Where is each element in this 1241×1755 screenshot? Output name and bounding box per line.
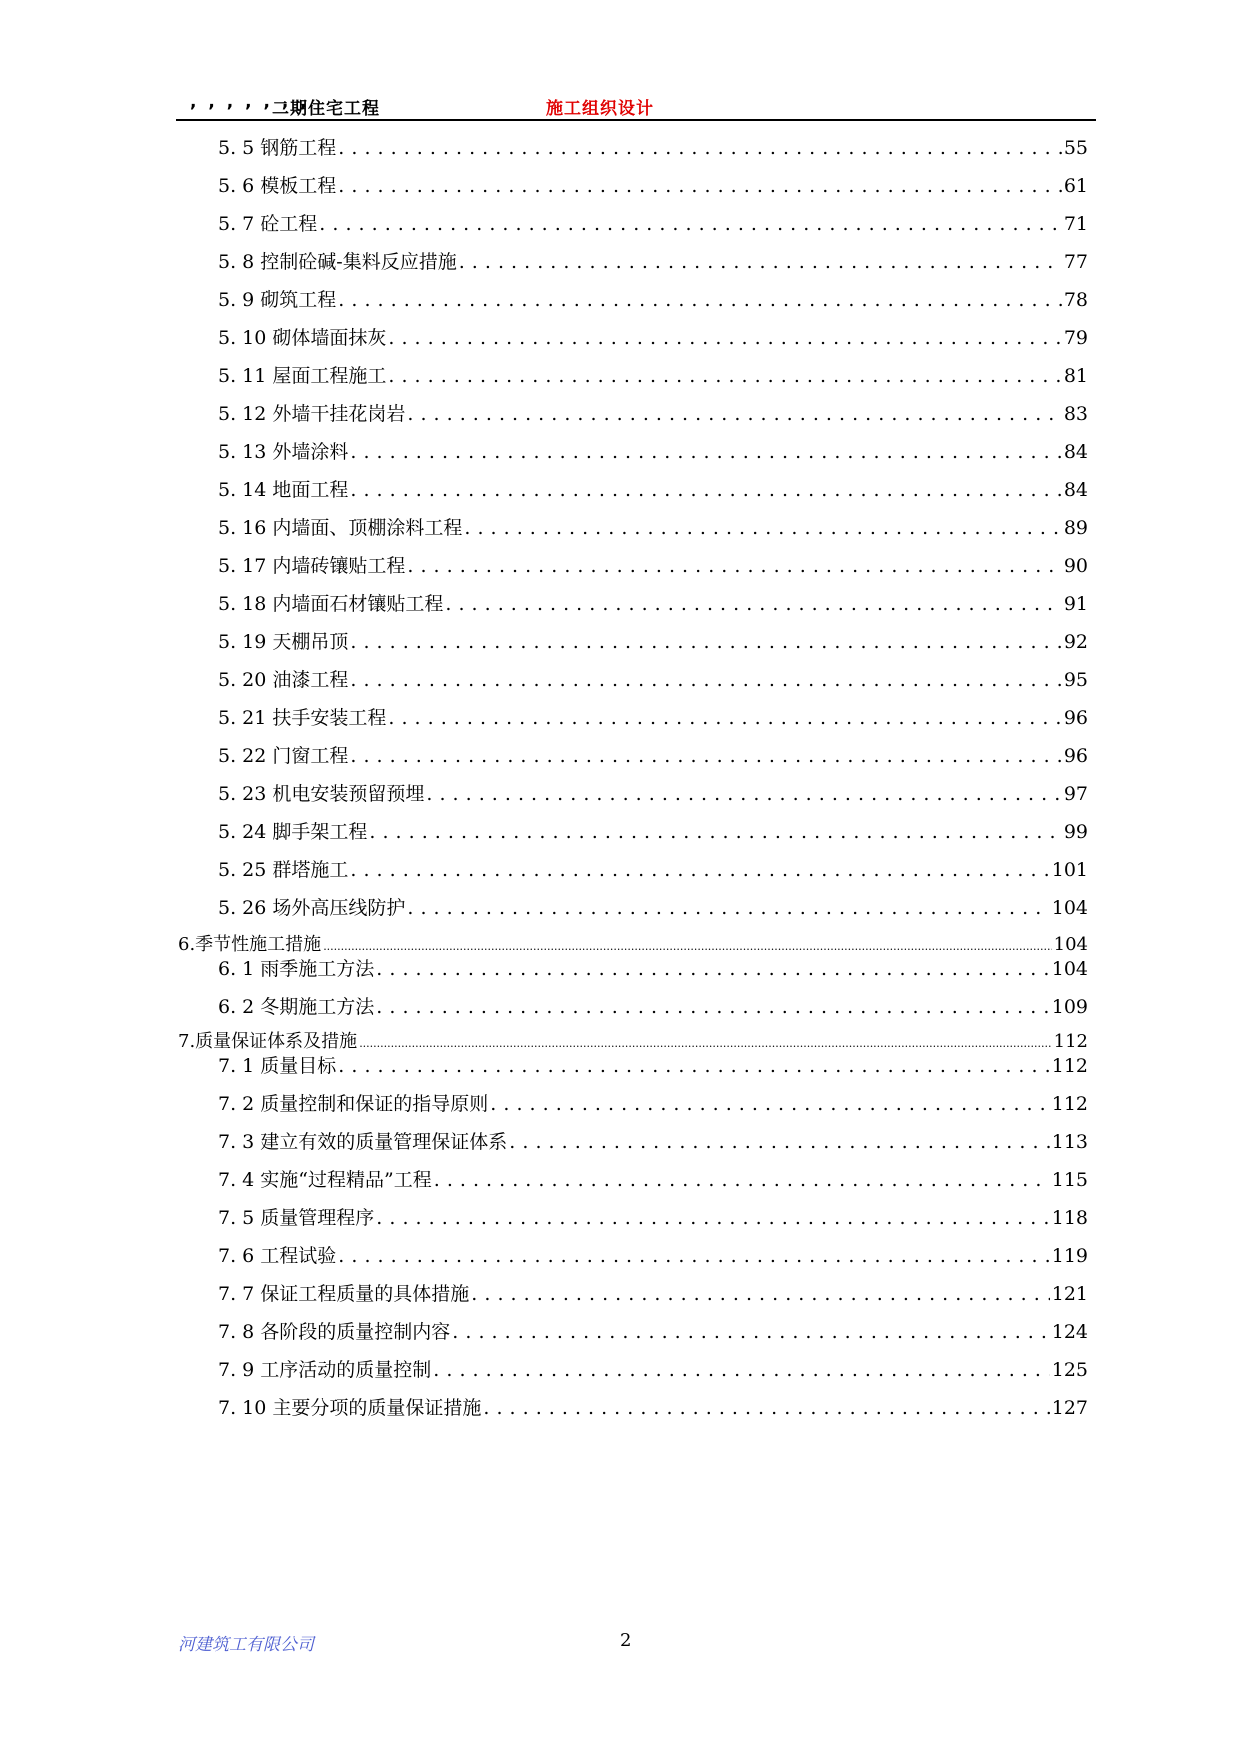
toc-entry-label: 5. 11 屋面工程施工 [218,365,387,387]
toc-leader-dots [350,631,1061,653]
toc-entry-label: 7. 1 质量目标 [218,1055,337,1077]
toc-entry-label: 5. 12 外墙干挂花岗岩 [218,403,406,425]
toc-entry[interactable] [218,209,1088,239]
toc-entry-page: 112 [1051,1093,1088,1115]
header-project-name: 二期住宅工程 [272,99,380,119]
toc-chapter-entry[interactable] [178,1027,1088,1051]
toc-leader-dots [350,745,1061,767]
toc-leader-dots [388,365,1061,387]
toc-entry-page: 96 [1063,707,1088,729]
toc-leader-dots [407,897,1049,919]
toc-leader-dots [388,707,1061,729]
header-rule [176,119,1096,121]
toc-entry[interactable] [218,133,1088,163]
toc-leader-dots [350,441,1061,463]
toc-leader-dots [350,859,1049,881]
toc-leader-dots [376,996,1049,1018]
toc-entry-label: 7. 2 质量控制和保证的指导原则 [218,1093,489,1115]
toc-leader-dots [338,175,1062,197]
toc-entry-label: 5. 21 扶手安装工程 [218,707,387,729]
toc-leader-dots [319,213,1062,235]
toc-entry-label: 5. 13 外墙涂料 [218,441,349,463]
toc-leader-dots [376,1207,1049,1229]
toc-entry-page: 118 [1051,1207,1088,1229]
toc-entry-page: 92 [1063,631,1088,653]
toc-entry[interactable] [218,1089,1088,1119]
toc-entry[interactable] [218,1241,1088,1271]
toc-entry-page: 90 [1063,555,1088,577]
toc-entry-page: 104 [1053,934,1088,955]
toc-entry-page: 115 [1051,1169,1088,1191]
toc-leader-dots [452,1321,1049,1343]
toc-entry-label: 7. 5 质量管理程序 [218,1207,375,1229]
toc-entry-page: 81 [1063,365,1088,387]
toc-leader-dots [407,555,1061,577]
footer-page-number: 2 [620,1630,632,1651]
toc-entry[interactable] [218,1165,1088,1195]
toc-leader-dots [359,1031,1051,1052]
toc-entry-page: 89 [1063,517,1088,539]
toc-entry-page: 104 [1051,897,1088,919]
toc-entry[interactable] [218,779,1088,809]
toc-entry-label: 5. 8 控制砼碱-集料反应措施 [218,251,457,273]
toc-entry-label: 5. 24 脚手架工程 [218,821,368,843]
toc-entry-page: 125 [1051,1359,1088,1381]
toc-entry-page: 61 [1063,175,1088,197]
toc-leader-dots [483,1397,1049,1419]
toc-leader-dots [426,783,1061,805]
toc-entry[interactable] [218,1203,1088,1233]
toc-entry[interactable] [218,399,1088,429]
toc-entry-page: 96 [1063,745,1088,767]
toc-entry-label: 5. 25 群塔施工 [218,859,349,881]
toc-entry-label: 7. 8 各阶段的质量控制内容 [218,1321,451,1343]
toc-entry-label: 5. 7 砼工程 [218,213,318,235]
toc-entry-page: 79 [1063,327,1088,349]
toc-entry-page: 119 [1051,1245,1088,1267]
toc-leader-dots [407,403,1061,425]
toc-entry-label: 5. 9 砌筑工程 [218,289,337,311]
toc-entry[interactable] [218,855,1088,885]
toc-entry[interactable] [218,285,1088,315]
toc-entry-label: 5. 5 钢筋工程 [218,137,337,159]
toc-entry-label: 5. 17 内墙砖镶贴工程 [218,555,406,577]
footer-company: 河建筑工有限公司 [178,1635,314,1655]
toc-entry-label: 6. 1 雨季施工方法 [218,958,375,980]
toc-leader-dots [464,517,1061,539]
toc-entry[interactable] [218,437,1088,467]
toc-leader-dots [509,1131,1049,1153]
toc-entry-page: 112 [1051,1055,1088,1077]
toc-entry-page: 77 [1063,251,1088,273]
toc-entry-label: 7. 6 工程试验 [218,1245,337,1267]
toc-entry[interactable] [218,361,1088,391]
toc-leader-dots [445,593,1061,615]
toc-entry-label: 7. 9 工序活动的质量控制 [218,1359,432,1381]
toc-entry-label: 5. 10 砌体墙面抹灰 [218,327,387,349]
toc-entry[interactable] [218,954,1088,984]
toc-entry[interactable] [218,589,1088,619]
toc-entry-page: 71 [1063,213,1088,235]
toc-entry-page: 97 [1063,783,1088,805]
toc-entry[interactable] [218,741,1088,771]
toc-leader-dots [434,1169,1050,1191]
toc-entry-label: 7. 7 保证工程质量的具体措施 [218,1283,470,1305]
toc-entry-label: 6.季节性施工措施 [178,934,322,955]
toc-leader-dots [338,289,1062,311]
toc-entry[interactable] [218,1317,1088,1347]
toc-entry-page: 91 [1063,593,1088,615]
toc-entry[interactable] [218,1355,1088,1385]
toc-entry-page: 55 [1063,137,1088,159]
toc-entry[interactable] [218,171,1088,201]
toc-entry-page: 121 [1051,1283,1088,1305]
toc-entry-page: 84 [1063,441,1088,463]
toc-entry-label: 7.质量保证体系及措施 [178,1031,358,1052]
toc-leader-dots [471,1283,1049,1305]
toc-entry-label: 5. 14 地面工程 [218,479,349,501]
toc-entry-label: 5. 20 油漆工程 [218,669,349,691]
toc-entry[interactable] [218,1051,1088,1081]
header-document-title: 施工组织设计 [546,99,654,119]
toc-entry-label: 5. 23 机电安装预留预埋 [218,783,425,805]
toc-entry-page: 99 [1063,821,1088,843]
toc-entry[interactable] [218,703,1088,733]
toc-leader-dots [376,958,1049,980]
header-commas: , , , , , , , [190,92,310,112]
toc-entry-page: 95 [1063,669,1088,691]
toc-leader-dots [350,669,1061,691]
toc-entry-page: 112 [1053,1031,1088,1052]
toc-entry-label: 7. 10 主要分项的质量保证措施 [218,1397,482,1419]
toc-entry-page: 104 [1051,958,1088,980]
toc-entry-label: 5. 26 场外高压线防护 [218,897,406,919]
toc-leader-dots [323,934,1051,955]
toc-entry[interactable] [218,1393,1088,1423]
toc-entry[interactable] [218,247,1088,277]
toc-entry-label: 5. 6 模板工程 [218,175,337,197]
toc-entry[interactable] [218,817,1088,847]
toc-entry-page: 101 [1051,859,1088,881]
toc-entry-label: 5. 16 内墙面、顶棚涂料工程 [218,517,463,539]
toc-leader-dots [490,1093,1049,1115]
toc-entry-page: 83 [1063,403,1088,425]
toc-entry-label: 5. 18 内墙面石材镶贴工程 [218,593,444,615]
toc-entry[interactable] [218,1127,1088,1157]
toc-entry-page: 109 [1051,996,1088,1018]
toc-entry-page: 78 [1063,289,1088,311]
toc-leader-dots [338,1055,1049,1077]
toc-entry-page: 127 [1051,1397,1088,1419]
page-header [176,92,1096,118]
toc-entry[interactable] [218,475,1088,505]
toc-entry[interactable] [218,551,1088,581]
toc-entry[interactable] [218,1279,1088,1309]
toc-entry-label: 5. 22 门窗工程 [218,745,349,767]
toc-leader-dots [433,1359,1049,1381]
toc-entry-label: 5. 19 天棚吊顶 [218,631,349,653]
toc-entry-page: 113 [1051,1131,1088,1153]
toc-leader-dots [369,821,1061,843]
toc-entry-label: 7. 4 实施“过程精品”工程 [218,1169,432,1191]
toc-entry-page: 124 [1051,1321,1088,1343]
toc-entry[interactable] [218,992,1088,1022]
toc-leader-dots [388,327,1061,349]
toc-entry-page: 84 [1063,479,1088,501]
toc-entry[interactable] [218,513,1088,543]
toc-entry[interactable] [218,627,1088,657]
toc-leader-dots [338,137,1062,159]
toc-entry-label: 7. 3 建立有效的质量管理保证体系 [218,1131,508,1153]
toc-entry[interactable] [218,323,1088,353]
toc-leader-dots [338,1245,1049,1267]
toc-entry-label: 6. 2 冬期施工方法 [218,996,375,1018]
toc-entry[interactable] [218,893,1088,923]
toc-leader-dots [459,251,1062,273]
toc-chapter-entry[interactable] [178,930,1088,954]
toc-entry[interactable] [218,665,1088,695]
toc-leader-dots [350,479,1061,501]
